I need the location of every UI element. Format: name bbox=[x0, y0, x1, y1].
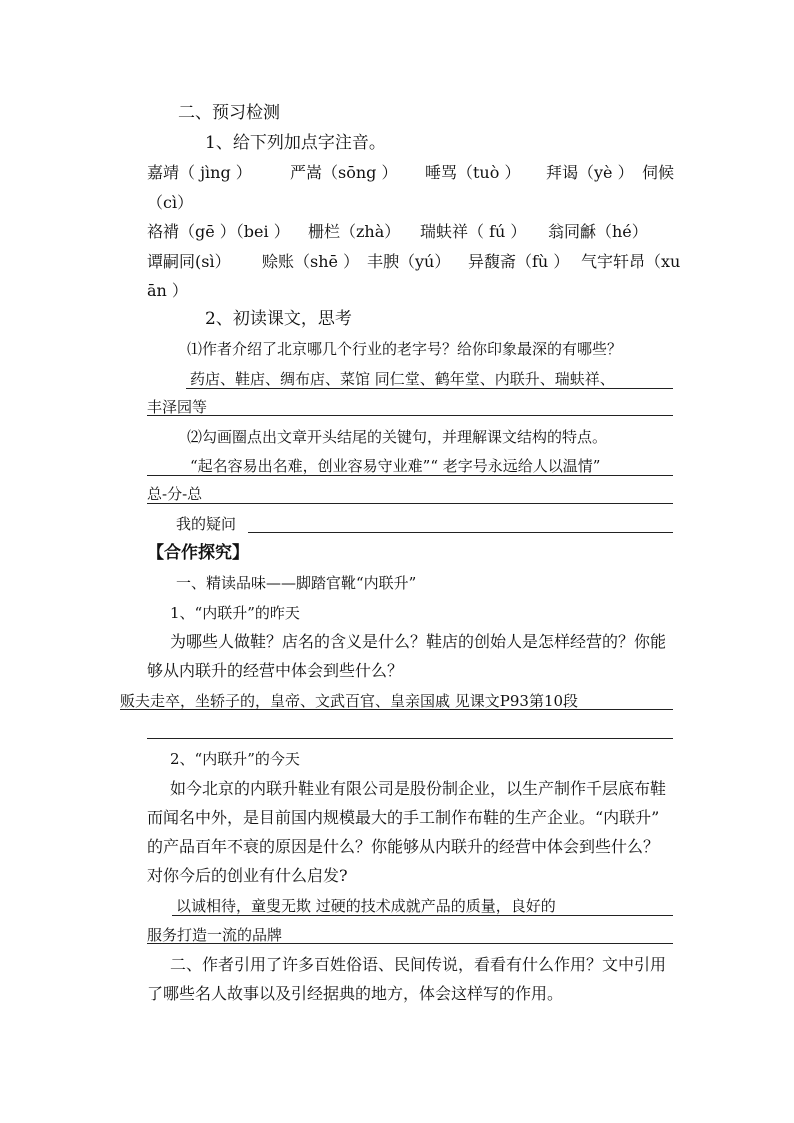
answer-text: 服务打造一流的品牌 bbox=[147, 926, 283, 944]
yesterday-question: 为哪些人做鞋？店名的含义是什么？鞋店的创始人是怎样经营的？你能 bbox=[170, 632, 667, 651]
answer-underline bbox=[186, 388, 673, 389]
today-paragraph: 对你今后的创业有什么启发? bbox=[147, 866, 348, 885]
pinyin-item: 翁同龢（hé） bbox=[548, 222, 648, 241]
section-heading-preview: 二、预习检测 bbox=[178, 103, 280, 123]
answer-text: 总-分-总 bbox=[147, 485, 203, 503]
answer-text: 丰泽园等 bbox=[147, 398, 208, 416]
pinyin-item: 赊账（shē ） bbox=[262, 252, 360, 271]
question-1-title: 1、给下列加点字注音。 bbox=[205, 133, 386, 153]
today-paragraph: 如今北京的内联升鞋业有限公司是股份制企业，以生产制作千层底布鞋 bbox=[170, 779, 667, 798]
pinyin-item: 拜谒（yè ） bbox=[546, 163, 634, 182]
answer-text: 贩夫走卒，坐轿子的，皇帝、文武百官、皇亲国戚 见课文P93第10段 bbox=[120, 692, 579, 710]
answer-underline bbox=[147, 738, 673, 739]
answer-underline bbox=[248, 532, 673, 533]
pinyin-item: 严嵩（sōng ） bbox=[290, 163, 398, 182]
answer-underline bbox=[120, 709, 673, 710]
yesterday-title: 1、“内联升”的昨天 bbox=[170, 604, 300, 622]
today-paragraph: 而闻名中外，是目前国内规模最大的手工制作布鞋的生产企业。“内联升” bbox=[147, 808, 660, 827]
answer-text: 以诚相待，童叟无欺 过硬的技术成就产品的质量，良好的 bbox=[176, 897, 556, 915]
yesterday-question: 够从内联升的经营中体会到些什么？ bbox=[147, 661, 404, 680]
part-2-text: 二、作者引用了许多百姓俗语、民间传说，看看有什么作用？文中引用 bbox=[170, 955, 667, 974]
pinyin-item: 唾骂（tuò ） bbox=[425, 163, 521, 182]
part-1-title: 一、精读品味——脚踏官靴“内联升” bbox=[176, 574, 417, 592]
pinyin-item: 异馥斋（fù ） bbox=[468, 252, 570, 271]
pinyin-item: 嘉靖（ jìng ） bbox=[147, 163, 252, 182]
today-paragraph: 的产品百年不衰的原因是什么？你能够从内联升的经营中体会到些什么？ bbox=[147, 837, 660, 856]
answer-text: “起名容易出名难，创业容易守业难”“ 老字号永远给人以温情” bbox=[190, 457, 601, 475]
answer-underline bbox=[147, 503, 673, 504]
pinyin-item: ān ） bbox=[147, 281, 188, 300]
answer-underline bbox=[147, 415, 673, 416]
pinyin-item: 袼褙（gē ）（bei ） bbox=[147, 222, 290, 241]
sub-question-2: ⑵勾画圈点出文章开头结尾的关键句，并理解课文结构的特点。 bbox=[187, 428, 608, 446]
answer-underline bbox=[172, 915, 673, 916]
pinyin-item: 栅栏（zhà） bbox=[308, 222, 401, 241]
today-title: 2、“内联升”的今天 bbox=[170, 750, 300, 768]
part-2-text: 了哪些名人故事以及引经据典的地方，体会这样写的作用。 bbox=[147, 984, 564, 1003]
answer-underline bbox=[147, 475, 673, 476]
my-questions-label: 我的疑问 bbox=[176, 515, 237, 533]
pinyin-item: 丰腴（yú） bbox=[367, 252, 451, 271]
pinyin-item: 瑞蚨祥（ fú ） bbox=[420, 222, 527, 241]
section-heading-cooperation: 【合作探究】 bbox=[147, 543, 249, 563]
sub-question-1: ⑴作者介绍了北京哪几个行业的老字号？给你印象最深的有哪些？ bbox=[187, 340, 623, 358]
pinyin-item: （cì） bbox=[147, 193, 194, 212]
pinyin-item: 伺候 bbox=[642, 163, 675, 182]
answer-underline bbox=[147, 943, 673, 944]
pinyin-item: 气宇轩昂（xu bbox=[581, 252, 681, 271]
question-2-title: 2、初读课文，思考 bbox=[205, 309, 352, 329]
pinyin-item: 谭嗣同(sì） bbox=[147, 252, 231, 271]
answer-text: 药店、鞋店、绸布店、菜馆 同仁堂、鹤年堂、内联升、瑞蚨祥、 bbox=[190, 370, 615, 388]
